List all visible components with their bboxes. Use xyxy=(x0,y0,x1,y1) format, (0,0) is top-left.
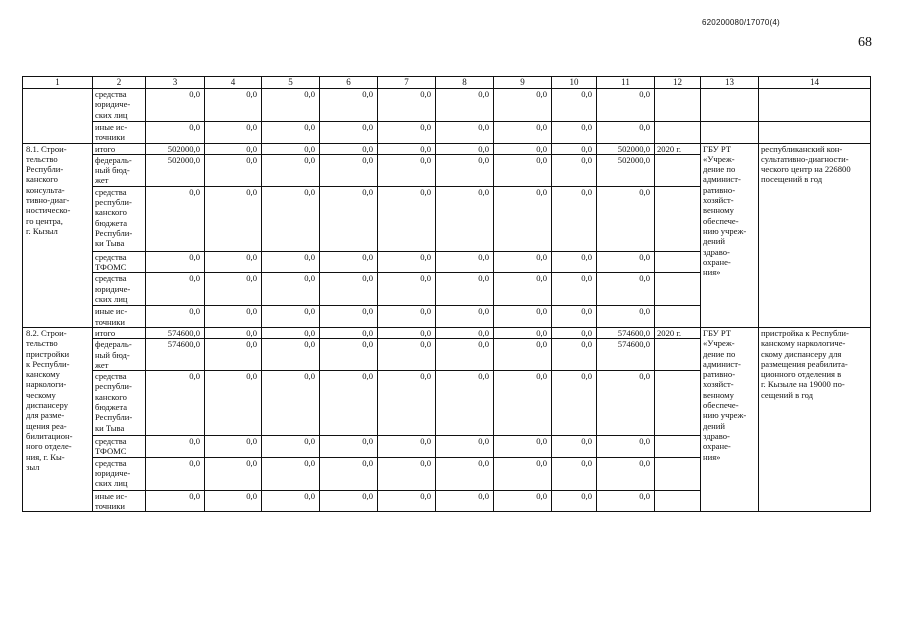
value-cell: 0,0 xyxy=(552,339,597,371)
value-cell: 0,0 xyxy=(378,143,436,154)
value-cell: 0,0 xyxy=(436,143,494,154)
value-cell: 0,0 xyxy=(436,122,494,144)
table-row xyxy=(23,143,871,154)
value-cell: 0,0 xyxy=(146,371,205,436)
value-cell: 0,0 xyxy=(436,436,494,458)
value-cell: 0,0 xyxy=(262,306,320,328)
value-cell: 0,0 xyxy=(436,371,494,436)
year-cell xyxy=(655,339,701,371)
value-cell: 0,0 xyxy=(597,251,655,273)
value-cell: 574600,0 xyxy=(146,327,205,338)
result-cell xyxy=(759,89,871,122)
value-cell: 0,0 xyxy=(552,251,597,273)
funding-source-cell: итого xyxy=(93,327,146,338)
value-cell: 0,0 xyxy=(146,273,205,306)
page-number: 68 xyxy=(858,35,872,50)
value-cell: 0,0 xyxy=(320,306,378,328)
value-cell: 0,0 xyxy=(262,122,320,144)
year-cell xyxy=(655,251,701,273)
value-cell: 0,0 xyxy=(552,186,597,251)
funding-source-cell: иные ис- точники xyxy=(93,306,146,328)
funding-source-cell: средства юридиче- ских лиц xyxy=(93,89,146,122)
value-cell: 0,0 xyxy=(552,457,597,490)
value-cell: 0,0 xyxy=(378,371,436,436)
value-cell: 0,0 xyxy=(494,273,552,306)
value-cell: 0,0 xyxy=(262,436,320,458)
year-cell xyxy=(655,457,701,490)
table-row xyxy=(23,89,871,122)
value-cell: 0,0 xyxy=(552,490,597,512)
column-number-row xyxy=(23,77,871,89)
value-cell: 502000,0 xyxy=(146,154,205,186)
value-cell: 0,0 xyxy=(494,490,552,512)
value-cell: 0,0 xyxy=(436,457,494,490)
value-cell: 0,0 xyxy=(378,436,436,458)
funding-source-cell: средства юридиче- ских лиц xyxy=(93,273,146,306)
value-cell: 0,0 xyxy=(262,154,320,186)
value-cell: 502000,0 xyxy=(597,143,655,154)
value-cell: 0,0 xyxy=(205,89,262,122)
column-header-6: 6 xyxy=(320,77,378,89)
executor-cell: ГБУ РТ «Учреж- дение по админист- ративно- хозяйст- венному обеспече- нию учреж- дений здраво- охране- ния» xyxy=(701,143,759,327)
executor-cell xyxy=(701,122,759,144)
column-header-11: 11 xyxy=(597,77,655,89)
column-header-4: 4 xyxy=(205,77,262,89)
year-cell: 2020 г. xyxy=(655,327,701,338)
column-header-3: 3 xyxy=(146,77,205,89)
value-cell: 0,0 xyxy=(436,339,494,371)
value-cell: 0,0 xyxy=(436,327,494,338)
value-cell: 0,0 xyxy=(205,490,262,512)
column-header-13: 13 xyxy=(701,77,759,89)
value-cell: 0,0 xyxy=(378,251,436,273)
value-cell: 0,0 xyxy=(494,186,552,251)
value-cell: 0,0 xyxy=(378,273,436,306)
value-cell: 0,0 xyxy=(320,490,378,512)
executor-cell: ГБУ РТ «Учреж- дение по админист- ративно- хозяйст- венному обеспече- нию учреж- дений здраво- охране- ния» xyxy=(701,327,759,511)
value-cell: 0,0 xyxy=(552,122,597,144)
value-cell: 0,0 xyxy=(320,436,378,458)
document-id: 620200080/17070(4) xyxy=(702,18,780,27)
program-table xyxy=(22,76,871,512)
value-cell: 0,0 xyxy=(597,457,655,490)
value-cell: 0,0 xyxy=(494,327,552,338)
value-cell: 0,0 xyxy=(494,89,552,122)
column-header-12: 12 xyxy=(655,77,701,89)
value-cell: 0,0 xyxy=(320,186,378,251)
value-cell: 0,0 xyxy=(378,186,436,251)
measure-name-cell xyxy=(23,89,93,144)
funding-source-cell: средства республи- канского бюджета Республи- ки Тыва xyxy=(93,371,146,436)
value-cell: 0,0 xyxy=(436,251,494,273)
value-cell: 0,0 xyxy=(552,154,597,186)
value-cell: 0,0 xyxy=(146,306,205,328)
value-cell: 0,0 xyxy=(378,122,436,144)
value-cell: 0,0 xyxy=(320,339,378,371)
executor-cell xyxy=(701,89,759,122)
year-cell xyxy=(655,306,701,328)
value-cell: 0,0 xyxy=(320,273,378,306)
table-row xyxy=(23,327,871,338)
value-cell: 0,0 xyxy=(320,122,378,144)
value-cell: 0,0 xyxy=(552,143,597,154)
value-cell: 0,0 xyxy=(436,490,494,512)
year-cell xyxy=(655,436,701,458)
value-cell: 0,0 xyxy=(262,273,320,306)
value-cell: 0,0 xyxy=(205,122,262,144)
value-cell: 0,0 xyxy=(436,89,494,122)
value-cell: 0,0 xyxy=(494,251,552,273)
value-cell: 0,0 xyxy=(378,339,436,371)
year-cell xyxy=(655,273,701,306)
year-cell xyxy=(655,186,701,251)
value-cell: 0,0 xyxy=(436,154,494,186)
value-cell: 0,0 xyxy=(597,371,655,436)
value-cell: 0,0 xyxy=(262,490,320,512)
year-cell xyxy=(655,122,701,144)
measure-name-cell: 8.2. Строи- тельство пристройки к Республи- канскому наркологи- ческому диспансеру для разме- щения реа- билитацион- ного отделе- ния, г. Кы- зыл xyxy=(23,327,93,511)
value-cell: 0,0 xyxy=(205,306,262,328)
value-cell: 0,0 xyxy=(262,371,320,436)
value-cell: 0,0 xyxy=(262,327,320,338)
value-cell: 0,0 xyxy=(262,251,320,273)
value-cell: 0,0 xyxy=(146,457,205,490)
value-cell: 0,0 xyxy=(552,327,597,338)
value-cell: 0,0 xyxy=(320,143,378,154)
year-cell xyxy=(655,490,701,512)
funding-source-cell: иные ис- точники xyxy=(93,122,146,144)
value-cell: 0,0 xyxy=(146,490,205,512)
value-cell: 0,0 xyxy=(552,89,597,122)
value-cell: 0,0 xyxy=(597,186,655,251)
value-cell: 0,0 xyxy=(378,89,436,122)
value-cell: 0,0 xyxy=(205,273,262,306)
value-cell: 0,0 xyxy=(378,327,436,338)
value-cell: 0,0 xyxy=(436,186,494,251)
result-cell: пристройка к Республи- канскому наркологиче- скому диспансеру для размещения реабилита- ционного отделения в г. Кызыле на 19000 по- сещений в год xyxy=(759,327,871,511)
funding-source-cell: федераль- ный бюд- жет xyxy=(93,154,146,186)
column-header-5: 5 xyxy=(262,77,320,89)
value-cell: 0,0 xyxy=(494,306,552,328)
value-cell: 502000,0 xyxy=(146,143,205,154)
value-cell: 0,0 xyxy=(262,89,320,122)
result-cell: республиканский кон- сультативно-диагности- ческого центр на 226800 посещений в год xyxy=(759,143,871,327)
value-cell: 0,0 xyxy=(320,89,378,122)
value-cell: 0,0 xyxy=(146,186,205,251)
column-header-14: 14 xyxy=(759,77,871,89)
column-header-9: 9 xyxy=(494,77,552,89)
funding-source-cell: средства республи- канского бюджета Республи- ки Тыва xyxy=(93,186,146,251)
value-cell: 0,0 xyxy=(552,371,597,436)
value-cell: 0,0 xyxy=(494,457,552,490)
value-cell: 0,0 xyxy=(205,154,262,186)
value-cell: 0,0 xyxy=(262,143,320,154)
value-cell: 0,0 xyxy=(262,186,320,251)
value-cell: 0,0 xyxy=(436,306,494,328)
funding-source-cell: федераль- ный бюд- жет xyxy=(93,339,146,371)
value-cell: 0,0 xyxy=(597,306,655,328)
column-header-1: 1 xyxy=(23,77,93,89)
year-cell: 2020 г. xyxy=(655,143,701,154)
value-cell: 574600,0 xyxy=(597,339,655,371)
column-header-7: 7 xyxy=(378,77,436,89)
column-header-2: 2 xyxy=(93,77,146,89)
value-cell: 0,0 xyxy=(205,457,262,490)
funding-source-cell: средства ТФОМС xyxy=(93,251,146,273)
value-cell: 0,0 xyxy=(205,143,262,154)
value-cell: 0,0 xyxy=(205,436,262,458)
column-header-10: 10 xyxy=(552,77,597,89)
value-cell: 0,0 xyxy=(378,306,436,328)
value-cell: 0,0 xyxy=(597,122,655,144)
value-cell: 0,0 xyxy=(146,251,205,273)
funding-source-cell: иные ис- точники xyxy=(93,490,146,512)
value-cell: 0,0 xyxy=(436,273,494,306)
value-cell: 574600,0 xyxy=(146,339,205,371)
value-cell: 0,0 xyxy=(378,490,436,512)
value-cell: 0,0 xyxy=(205,371,262,436)
value-cell: 502000,0 xyxy=(597,154,655,186)
result-cell xyxy=(759,122,871,144)
value-cell: 0,0 xyxy=(146,436,205,458)
value-cell: 0,0 xyxy=(597,490,655,512)
value-cell: 0,0 xyxy=(205,327,262,338)
value-cell: 0,0 xyxy=(494,371,552,436)
year-cell xyxy=(655,89,701,122)
value-cell: 574600,0 xyxy=(597,327,655,338)
value-cell: 0,0 xyxy=(146,122,205,144)
funding-source-cell: средства ТФОМС xyxy=(93,436,146,458)
value-cell: 0,0 xyxy=(552,273,597,306)
value-cell: 0,0 xyxy=(146,89,205,122)
funding-source-cell: средства юридиче- ских лиц xyxy=(93,457,146,490)
value-cell: 0,0 xyxy=(205,186,262,251)
value-cell: 0,0 xyxy=(597,273,655,306)
value-cell: 0,0 xyxy=(494,122,552,144)
value-cell: 0,0 xyxy=(552,306,597,328)
value-cell: 0,0 xyxy=(597,436,655,458)
value-cell: 0,0 xyxy=(494,143,552,154)
value-cell: 0,0 xyxy=(378,154,436,186)
value-cell: 0,0 xyxy=(494,154,552,186)
value-cell: 0,0 xyxy=(205,251,262,273)
year-cell xyxy=(655,154,701,186)
value-cell: 0,0 xyxy=(262,457,320,490)
column-header-8: 8 xyxy=(436,77,494,89)
value-cell: 0,0 xyxy=(320,154,378,186)
value-cell: 0,0 xyxy=(597,89,655,122)
value-cell: 0,0 xyxy=(494,436,552,458)
value-cell: 0,0 xyxy=(320,327,378,338)
value-cell: 0,0 xyxy=(262,339,320,371)
value-cell: 0,0 xyxy=(494,339,552,371)
value-cell: 0,0 xyxy=(320,457,378,490)
value-cell: 0,0 xyxy=(320,371,378,436)
funding-source-cell: итого xyxy=(93,143,146,154)
value-cell: 0,0 xyxy=(378,457,436,490)
table-row xyxy=(23,122,871,144)
value-cell: 0,0 xyxy=(320,251,378,273)
year-cell xyxy=(655,371,701,436)
value-cell: 0,0 xyxy=(205,339,262,371)
measure-name-cell: 8.1. Строи- тельство Республи- канского консульта- тивно-диаг- ностическо- го центра, г. Кызыл xyxy=(23,143,93,327)
value-cell: 0,0 xyxy=(552,436,597,458)
